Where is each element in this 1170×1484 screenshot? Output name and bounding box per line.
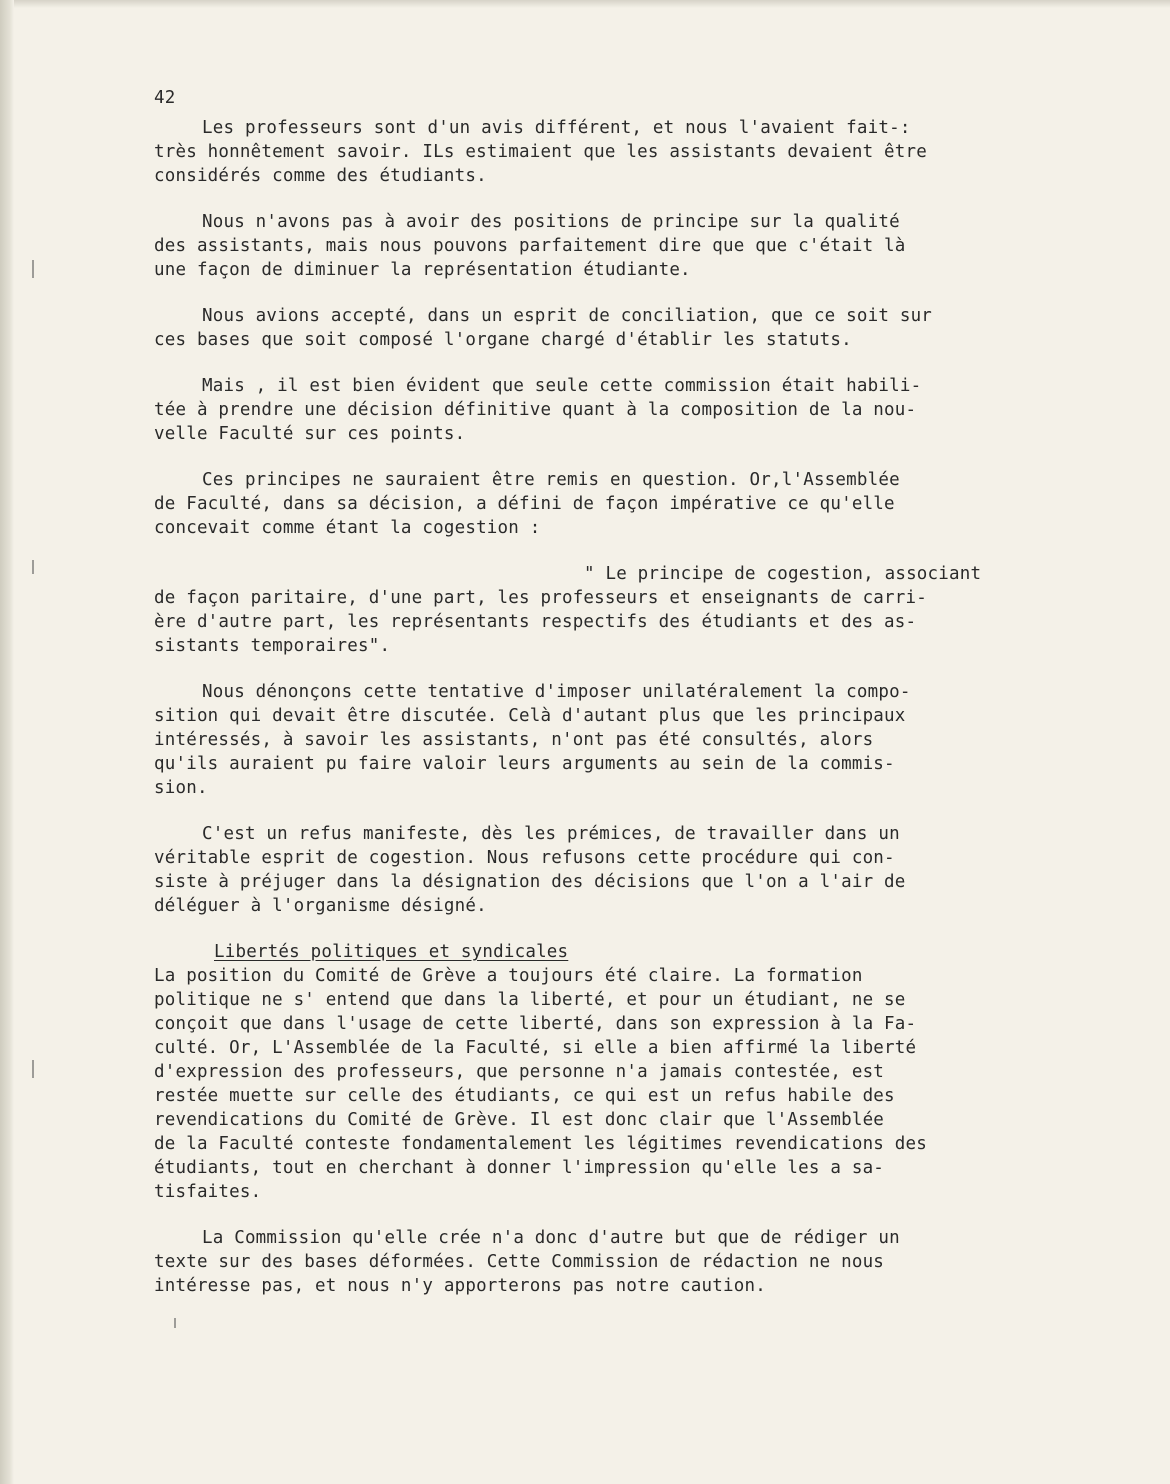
paragraph-gap (154, 540, 1034, 562)
margin-mark (32, 560, 34, 574)
text-line: très honnêtement savoir. ILs estimaient que les assistants devaient être (154, 142, 927, 162)
text-line: culté. Or, L'Assemblée de la Faculté, si elle a bien affirmé la liberté (154, 1038, 917, 1058)
text-line: concevait comme étant la cogestion : (154, 518, 541, 538)
paragraph (154, 1226, 1034, 1298)
text-line: Nous dénonçons cette tentative d'imposer unilatéralement la compo- (202, 682, 911, 702)
text-line: de Faculté, dans sa décision, a défini de façon impérative ce qu'elle (154, 494, 895, 514)
page-number: 42 (154, 88, 176, 108)
text-line: C'est un refus manifeste, dès les prémices, de travailler dans un (202, 824, 900, 844)
text-line: sistants temporaires". (154, 636, 391, 656)
text-line: Les professeurs sont d'un avis différent, et nous l'avaient fait-: (202, 118, 911, 138)
text-line: velle Faculté sur ces points. (154, 424, 466, 444)
text-line: ère d'autre part, les représentants respectifs des étudiants et des as- (154, 612, 917, 632)
margin-mark (32, 1060, 34, 1078)
paragraph-gap (154, 188, 1034, 210)
paragraph (154, 468, 1034, 540)
text-line: Nous avions accepté, dans un esprit de conciliation, que ce soit sur (202, 306, 933, 326)
text-line: Ces principes ne sauraient être remis en question. Or,l'Assemblée (202, 470, 900, 490)
paragraph (154, 964, 1034, 1204)
text-line: Nous n'avons pas à avoir des positions de principe sur la qualité (202, 212, 900, 232)
text-line: déléguer à l'organisme désigné. (154, 896, 487, 916)
text-line: une façon de diminuer la représentation étudiante. (154, 260, 691, 280)
text-line: texte sur des bases déformées. Cette Commission de rédaction ne nous (154, 1252, 885, 1272)
text-line: intéressés, à savoir les assistants, n'ont pas été consultés, alors (154, 730, 874, 750)
text-line: de façon paritaire, d'une part, les professeurs et enseignants de carri- (154, 588, 927, 608)
text-line: étudiants, tout en cherchant à donner l'impression qu'elle les a sa- (154, 1158, 885, 1178)
text-line: La Commission qu'elle crée n'a donc d'autre but que de rédiger un (202, 1228, 900, 1248)
text-line: intéresse pas, et nous n'y apporterons pas notre caution. (154, 1276, 766, 1296)
text-line: d'expression des professeurs, que personne n'a jamais contestée, est (154, 1062, 885, 1082)
paragraph-gap (154, 282, 1034, 304)
text-line: ces bases que soit composé l'organe chargé d'établir les statuts. (154, 330, 852, 350)
section-paragraphs (154, 964, 1034, 1298)
paragraph (154, 210, 1034, 282)
text-line: qu'ils auraient pu faire valoir leurs arguments au sein de la commis- (154, 754, 895, 774)
page-top-edge (0, 0, 1170, 8)
text-line: sion. (154, 778, 208, 798)
text-line: véritable esprit de cogestion. Nous refusons cette procédure qui con- (154, 848, 895, 868)
paragraph (154, 562, 1034, 658)
paragraph-gap (154, 446, 1034, 468)
paragraph-gap (154, 352, 1034, 374)
text-line: sition qui devait être discutée. Celà d'autant plus que les principaux (154, 706, 906, 726)
text-line: restée muette sur celle des étudiants, ce qui est un refus habile des (154, 1086, 895, 1106)
section-heading: Libertés politiques et syndicales (214, 942, 569, 962)
paragraph (154, 822, 1034, 918)
paragraph (154, 304, 1034, 352)
text-line: siste à préjuger dans la désignation des décisions que l'on a l'air de (154, 872, 906, 892)
paragraph-gap (154, 1204, 1034, 1226)
text-line: conçoit que dans l'usage de cette liberté, dans son expression à la Fa- (154, 1014, 917, 1034)
text-line: politique ne s' entend que dans la liberté, et pour un étudiant, ne se (154, 990, 906, 1010)
text-line: considérés comme des étudiants. (154, 166, 487, 186)
text-line: des assistants, mais nous pouvons parfaitement dire que que c'était là (154, 236, 906, 256)
text-line: " Le principe de cogestion, associant (584, 564, 982, 584)
stray-mark (174, 1318, 176, 1328)
text-line: La position du Comité de Grève a toujours été claire. La formation (154, 966, 863, 986)
paragraph-gap (154, 918, 1034, 940)
paragraph-gap (154, 800, 1034, 822)
margin-mark (32, 260, 34, 278)
paragraph (154, 374, 1034, 446)
body-paragraphs (154, 116, 1034, 918)
paragraph (154, 116, 1034, 188)
text-line: tée à prendre une décision définitive quant à la composition de la nou- (154, 400, 917, 420)
text-line: Mais , il est bien évident que seule cette commission était habili- (202, 376, 922, 396)
text-line: tisfaites. (154, 1182, 262, 1202)
paragraph-gap (154, 658, 1034, 680)
paragraph (154, 680, 1034, 800)
typed-text-block (154, 86, 1034, 1298)
binding-edge (0, 0, 14, 1484)
text-line: de la Faculté conteste fondamentalement les légitimes revendications des (154, 1134, 927, 1154)
text-line: revendications du Comité de Grève. Il est donc clair que l'Assemblée (154, 1110, 885, 1130)
